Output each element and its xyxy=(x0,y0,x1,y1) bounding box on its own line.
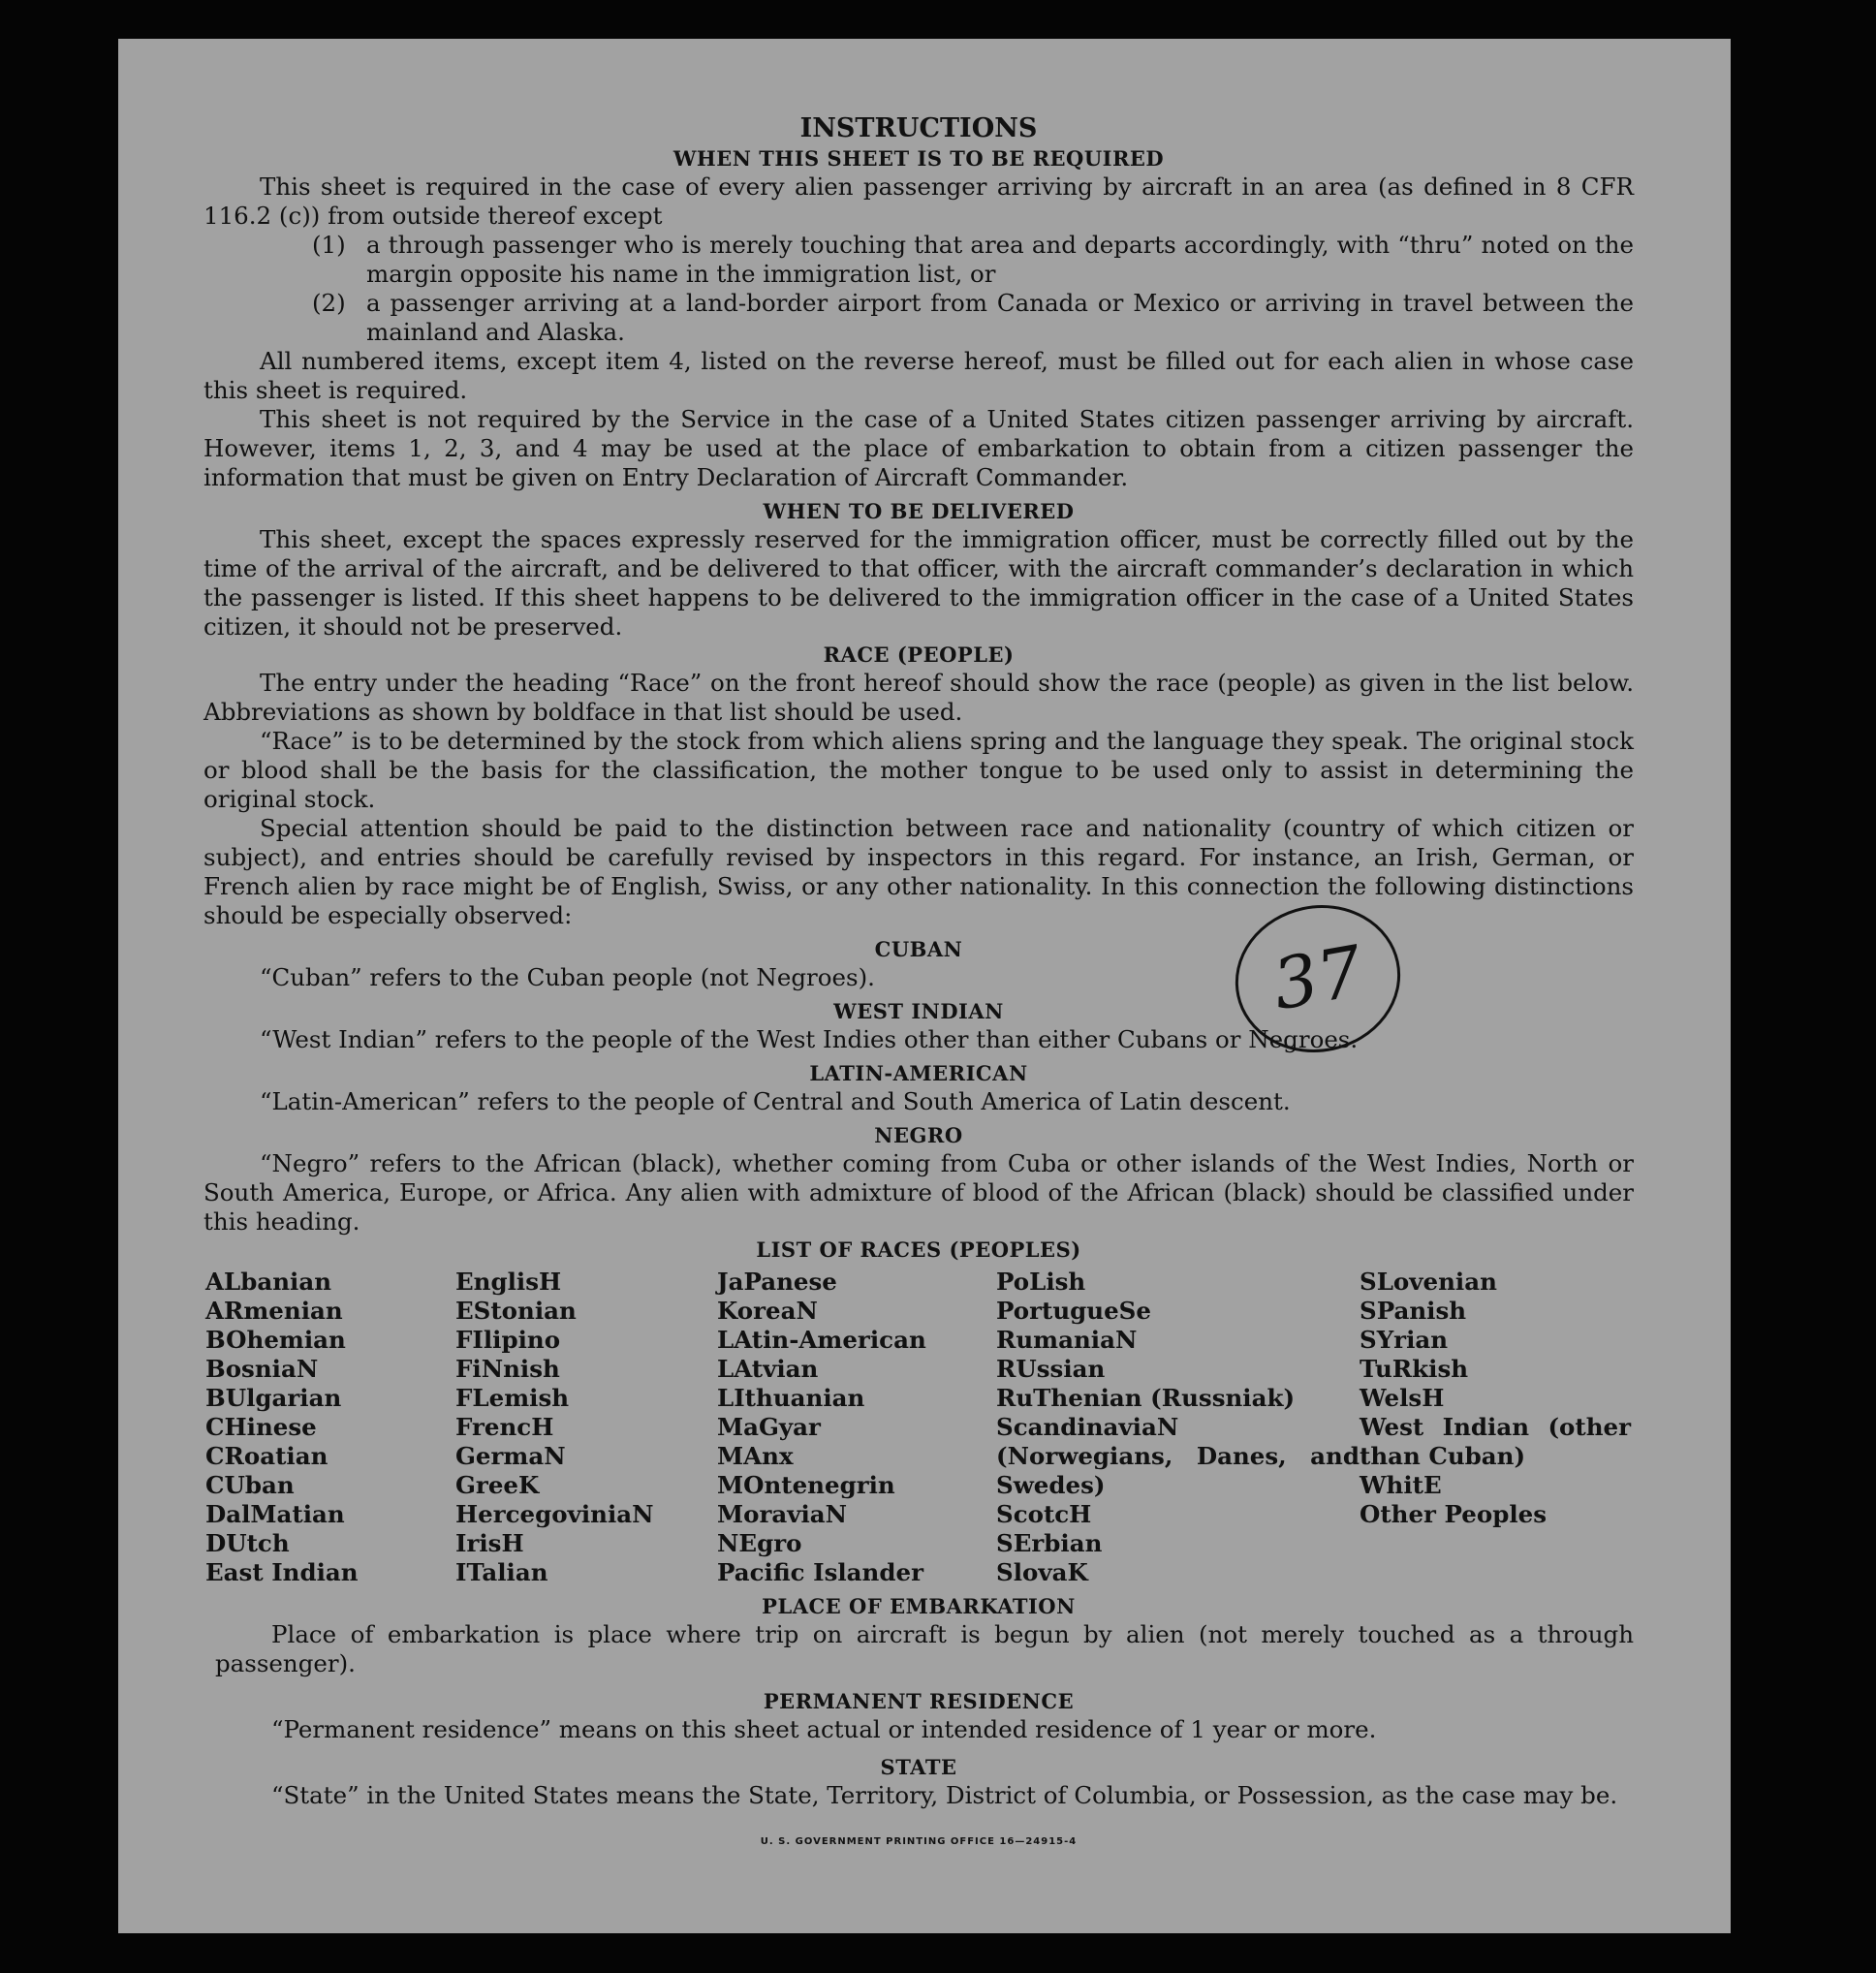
page-title: INSTRUCTIONS xyxy=(799,113,1038,143)
race-item: RuThenian (Russniak) xyxy=(996,1384,1296,1412)
para-required: This sheet is required in the case of every alien passenger arriving by aircraft in an area (as defined in 8 CFR 116.2 (c)) from outside thereof except xyxy=(203,172,1634,230)
race-item: SLovenian xyxy=(1360,1268,1497,1296)
race-item: WhitE xyxy=(1360,1471,1442,1499)
race-item: SErbian xyxy=(996,1529,1103,1557)
heading-embarkation: PLACE OF EMBARKATION xyxy=(762,1594,1076,1618)
race-item: LIthuanian xyxy=(717,1384,865,1412)
race-item: NEgro xyxy=(717,1529,802,1557)
race-item: SYrian xyxy=(1360,1326,1449,1354)
exception-number: (1) xyxy=(312,231,346,259)
race-column-1 xyxy=(205,1268,455,1587)
heading-when-required: WHEN THIS SHEET IS TO BE REQUIRED xyxy=(672,146,1165,171)
race-item: GreeK xyxy=(455,1471,540,1499)
para-embarkation: Place of embarkation is place where trip on aircraft is begun by alien (not merely touched as a through passenger). xyxy=(215,1620,1634,1677)
race-item: HercegoviniaN xyxy=(455,1500,654,1528)
heading-negro: NEGRO xyxy=(874,1123,963,1147)
race-item: IrisH xyxy=(455,1529,524,1557)
race-item: BUlgarian xyxy=(205,1384,342,1412)
exception-number: (2) xyxy=(312,289,346,317)
race-column-4 xyxy=(996,1268,1360,1587)
para-race-entry: The entry under the heading “Race” on the front hereof should show the race (people) as given in the list below. Abbreviations as shown by boldface in that list should be used. xyxy=(203,669,1634,726)
race-item: KoreaN xyxy=(717,1297,818,1325)
race-item: RUssian xyxy=(996,1355,1106,1383)
race-item: SlovaK xyxy=(996,1558,1088,1586)
race-item: ScandinaviaN (Norwegians, Danes, and Swedes) xyxy=(996,1413,1360,1499)
race-item: SPanish xyxy=(1360,1297,1467,1325)
race-item: Other Peoples xyxy=(1360,1500,1548,1528)
race-item: CUban xyxy=(205,1471,295,1499)
exception-text: a through passenger who is merely touching that area and departs accordingly, with “thru” noted on the margin opposite his name in the immigration list, or xyxy=(366,231,1634,288)
para-state: “State” in the United States means the State, Territory, District of Columbia, or Possession, as the case may be. xyxy=(271,1781,1618,1809)
heading-when-delivered: WHEN TO BE DELIVERED xyxy=(763,499,1075,523)
para-race-stock: “Race” is to be determined by the stock from which aliens spring and the language they speak. The original stock or blood shall be the basis for the classification, the mother tongue to be used only to assist in determining the original stock. xyxy=(203,727,1634,813)
handwritten-number-stamp xyxy=(1231,893,1407,1058)
race-list xyxy=(205,1268,1634,1587)
race-item: ALbanian xyxy=(205,1268,332,1296)
race-column-2 xyxy=(455,1268,717,1587)
race-item: ITalian xyxy=(455,1558,548,1586)
race-item: MaGyar xyxy=(717,1413,821,1441)
race-item: FiNnish xyxy=(455,1355,560,1383)
race-item: PoLish xyxy=(996,1268,1086,1296)
para-race-nationality: Special attention should be paid to the distinction between race and nationality (country of which citizen or subject), and entries should be carefully revised by inspectors in this regard. For instance, an Irish, German, or French alien by race might be of English, Swiss, or any other nationality. In this connection the following distinctions should be especially observed: xyxy=(203,814,1634,929)
race-item: FrencH xyxy=(455,1413,554,1441)
exception-item xyxy=(312,289,1634,347)
heading-race: RACE (PEOPLE) xyxy=(823,642,1015,667)
heading-latin-american: LATIN-AMERICAN xyxy=(809,1061,1028,1085)
para-citizen: This sheet is not required by the Service in the case of a United States citizen passenger arriving by aircraft. However, items 1, 2, 3, and 4 may be used at the place of embarkation to obtain from a citizen passenger the information that must be given on Entry Declaration of Aircraft Commander. xyxy=(203,405,1634,491)
race-item: DalMatian xyxy=(205,1500,345,1528)
race-item: BosniaN xyxy=(205,1355,319,1383)
race-item: PortugueSe xyxy=(996,1297,1151,1325)
race-item: EStonian xyxy=(455,1297,577,1325)
race-item: WelsH xyxy=(1360,1384,1445,1412)
heading-cuban: CUBAN xyxy=(874,937,963,961)
race-item: RumaniaN xyxy=(996,1326,1138,1354)
race-item: MAnx xyxy=(717,1442,794,1470)
race-item: CHinese xyxy=(205,1413,317,1441)
para-permanent-residence: “Permanent residence” means on this sheet actual or intended residence of 1 year or more. xyxy=(271,1715,1377,1743)
printer-footer: U. S. GOVERNMENT PRINTING OFFICE 16—24915-4 xyxy=(760,1836,1078,1847)
race-item: ARmenian xyxy=(205,1297,343,1325)
race-item: BOhemian xyxy=(205,1326,346,1354)
para-latin-american: “Latin-American” refers to the people of Central and South America of Latin descent. xyxy=(260,1087,1291,1115)
para-west-indian: “West Indian” refers to the people of the West Indies other than either Cubans or Negroes. xyxy=(260,1025,1359,1053)
exception-item xyxy=(312,231,1634,289)
race-item: Pacific Islander xyxy=(717,1558,923,1586)
stamp-number: 37 xyxy=(1266,929,1369,1026)
race-item: TuRkish xyxy=(1360,1355,1469,1383)
heading-state: STATE xyxy=(880,1755,957,1779)
para-negro: “Negro” refers to the African (black), whether coming from Cuba or other islands of the West Indies, North or South America, Europe, or Africa. Any alien with admixture of blood of the African (black) should be classified under this heading. xyxy=(203,1149,1634,1236)
race-item: CRoatian xyxy=(205,1442,328,1470)
exception-text: a passenger arriving at a land-border airport from Canada or Mexico or arriving in travel between the mainland and Alaska. xyxy=(366,289,1634,346)
race-item: East Indian xyxy=(205,1558,359,1586)
race-item: DUtch xyxy=(205,1529,290,1557)
race-column-3 xyxy=(717,1268,996,1587)
race-item: MOntenegrin xyxy=(717,1471,895,1499)
race-item: FLemish xyxy=(455,1384,570,1412)
race-item: LAtvian xyxy=(717,1355,819,1383)
document-sheet xyxy=(118,39,1731,1933)
heading-permanent-residence: PERMANENT RESIDENCE xyxy=(763,1689,1075,1713)
para-numbered-items: All numbered items, except item 4, listed on the reverse hereof, must be filled out for each alien in whose case this sheet is required. xyxy=(203,347,1634,404)
race-item: MoraviaN xyxy=(717,1500,848,1528)
race-item: LAtin-American xyxy=(717,1326,926,1354)
race-item: ScotcH xyxy=(996,1500,1092,1528)
para-delivered: This sheet, except the spaces expressly reserved for the immigration officer, must be correctly filled out by the time of the arrival of the aircraft, and be delivered to that officer, with the aircraft commander’s declaration in which the passenger is listed. If this sheet happens to be delivered to the immigration officer in the case of a United States citizen, it should not be preserved. xyxy=(203,525,1634,641)
race-item: FIlipino xyxy=(455,1326,561,1354)
race-column-5 xyxy=(1360,1268,1631,1587)
race-item: GermaN xyxy=(455,1442,566,1470)
race-item: West Indian (other than Cuban) xyxy=(1360,1413,1631,1470)
heading-list-of-races: LIST OF RACES (PEOPLES) xyxy=(756,1237,1081,1262)
para-cuban: “Cuban” refers to the Cuban people (not Negroes). xyxy=(260,963,875,991)
heading-west-indian: WEST INDIAN xyxy=(833,999,1004,1023)
race-item: EnglisH xyxy=(455,1268,562,1296)
race-item: JaPanese xyxy=(717,1268,837,1296)
